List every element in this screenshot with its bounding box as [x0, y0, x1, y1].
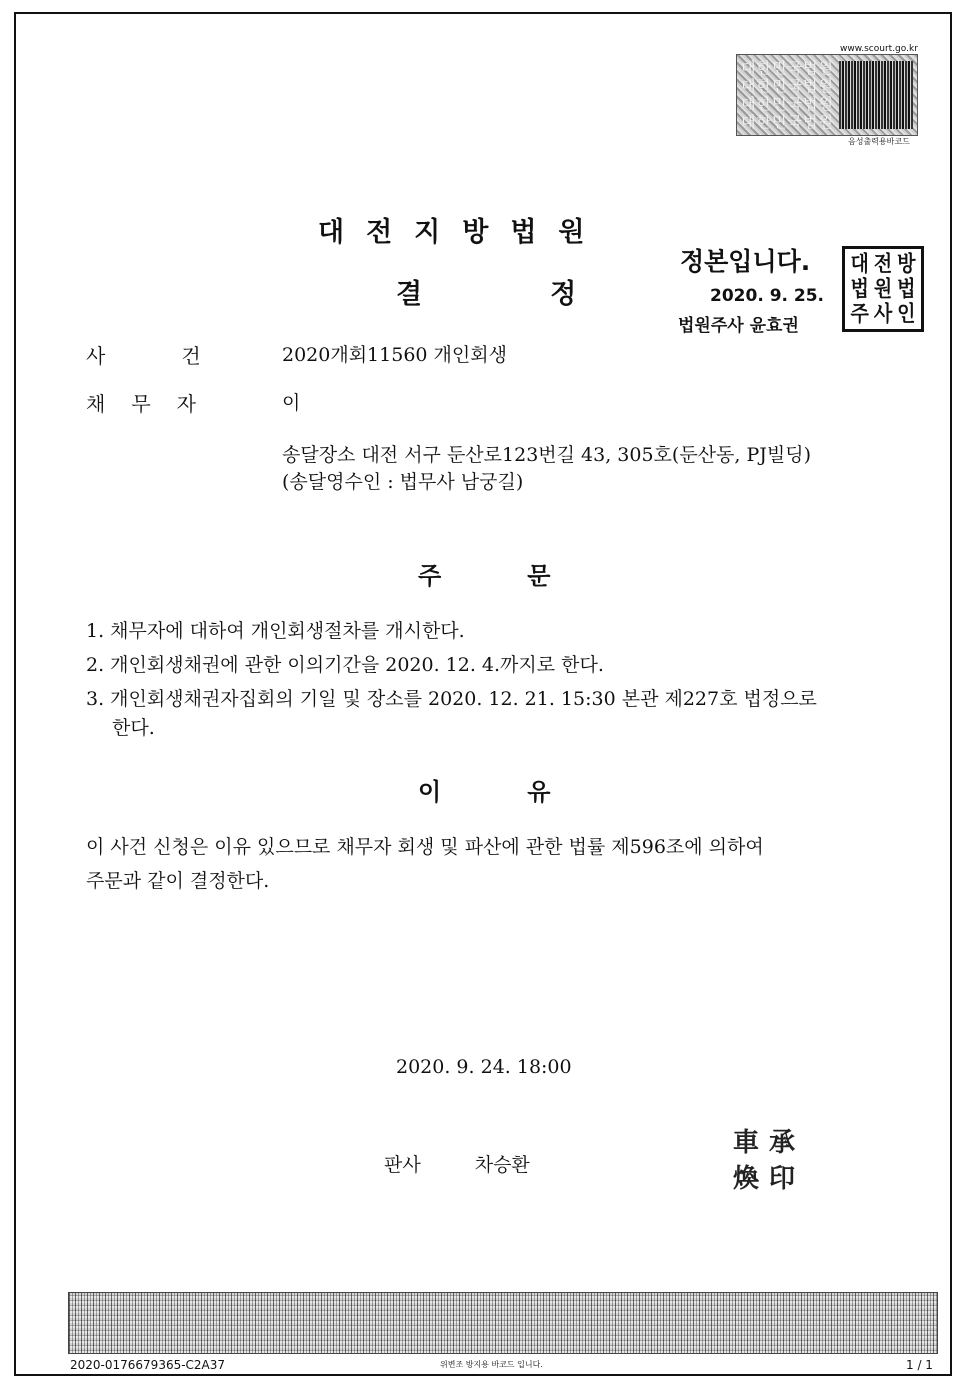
barcode-note: 위변조 방지용 바코드 입니다.	[440, 1360, 543, 1369]
decision-datetime: 2020. 9. 24. 18:00	[396, 1056, 572, 1078]
order-item: 2. 개인회생채권에 관한 이의기간을 2020. 12. 4.까지로 한다.	[86, 654, 604, 676]
case-number: 2020개회11560 개인회생	[282, 344, 507, 366]
barcode-caption: 음성출력용바코드	[848, 137, 910, 146]
certified-copy-date: 2020. 9. 25.	[710, 286, 825, 306]
page-number: 1 / 1	[906, 1358, 933, 1372]
document-kind: 결 정	[396, 279, 577, 310]
judge-seal: 車 承 煥 印	[732, 1128, 795, 1194]
barcode-pattern	[839, 61, 913, 129]
barcode-watermark: 대한민국법원 대한민국법원 대한민국법원 대한민국법원	[741, 59, 834, 131]
debtor-label: 채 무 자	[86, 392, 196, 416]
debtor-name: 이	[282, 392, 301, 414]
court-url: www.scourt.go.kr	[840, 44, 918, 54]
case-label: 사 건	[86, 344, 201, 368]
service-recipient: (송달영수인 : 법무사 남궁길)	[282, 471, 524, 493]
court-name: 대전지방법원	[318, 217, 607, 248]
certified-copy-clerk: 법원주사 윤효권	[678, 316, 799, 336]
judge-name: 차승환	[474, 1154, 530, 1176]
order-item-continued: 한다.	[112, 717, 155, 739]
court-seal: 대 전 방 법 원 법 주 사 인	[842, 246, 924, 332]
service-address: 송달장소 대전 서구 둔산로123번길 43, 305호(둔산동, PJ빌딩)	[282, 444, 811, 466]
order-heading: 주 문	[418, 562, 551, 590]
judge-signature-line	[384, 1150, 530, 1177]
anti-forgery-barcode	[68, 1292, 938, 1354]
reason-heading: 이 유	[418, 778, 551, 806]
reason-text: 주문과 같이 결정한다.	[86, 870, 270, 892]
certified-copy-label: 정본입니다.	[680, 247, 811, 276]
reason-text: 이 사건 신청은 이유 있으므로 채무자 회생 및 파산에 관한 법률 제596조에 의하여	[86, 836, 764, 858]
document-id: 2020-0176679365-C2A37	[70, 1358, 226, 1372]
judge-title: 판사	[384, 1154, 421, 1176]
voice-barcode	[736, 54, 918, 136]
order-item: 1. 채무자에 대하여 개인회생절차를 개시한다.	[86, 620, 465, 642]
order-item: 3. 개인회생채권자집회의 기일 및 장소를 2020. 12. 21. 15:30 본관 제227호 법정으로	[86, 688, 817, 710]
